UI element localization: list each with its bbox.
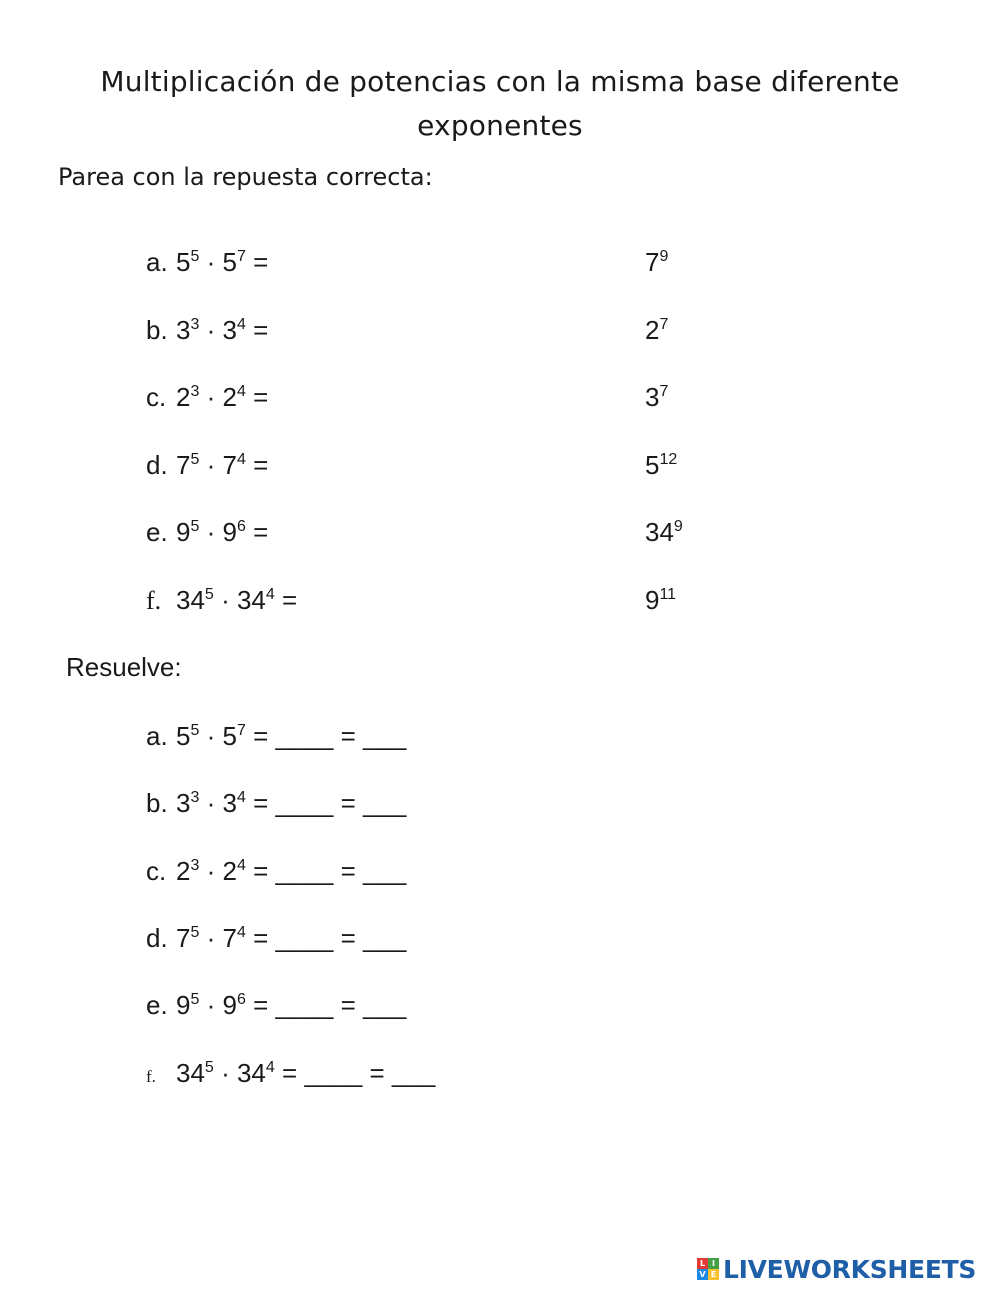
solve-row-c[interactable]: c. $2^3 \cdot 2^4$ = ____ = ___ <box>146 856 407 886</box>
match-row-e: e. $9^5 \cdot 9^6$ = <box>146 517 269 547</box>
answer-option[interactable]: $3^7$ <box>645 382 669 412</box>
row-label: e. <box>146 517 168 547</box>
instruction-text: Parea con la repuesta correcta: <box>58 163 433 191</box>
answer-option[interactable]: $7^9$ <box>645 247 669 277</box>
row-label: d. <box>146 450 168 480</box>
row-label: d. <box>146 923 168 953</box>
solve-row-d[interactable]: d. $7^5 \cdot 7^4$ = ____ = ___ <box>146 923 407 953</box>
row-label: a. <box>146 247 168 277</box>
solve-row-e[interactable]: e. $9^5 \cdot 9^6$ = ____ = ___ <box>146 990 407 1020</box>
answer-option[interactable]: $2^7$ <box>645 315 669 345</box>
row-label: f. <box>146 1067 156 1086</box>
match-row-b: b. $3^3 \cdot 3^4$ = <box>146 315 269 345</box>
solve-row-f[interactable]: f. $34^5 \cdot 34^4$ = ____ = ___ <box>146 1057 435 1093</box>
logo-mark-icon: L I V E <box>697 1258 719 1280</box>
row-label: b. <box>146 315 168 345</box>
liveworksheets-logo <box>697 1254 976 1284</box>
resuelve-heading: Resuelve: <box>66 652 182 682</box>
row-label: a. <box>146 721 168 751</box>
answer-blanks[interactable]: = ____ = ___ <box>253 788 407 818</box>
title-line-1: Multiplicación de potencias con la misma base diferente <box>100 65 900 98</box>
row-label: c. <box>146 382 167 412</box>
answer-blanks[interactable]: = ____ = ___ <box>253 856 407 886</box>
row-label: b. <box>146 788 168 818</box>
answer-blanks[interactable]: = ____ = ___ <box>253 721 407 751</box>
answer-option[interactable]: $9^{11}$ <box>645 585 677 615</box>
answer-option[interactable]: $34^9$ <box>645 517 683 547</box>
answer-option[interactable]: $5^{12}$ <box>645 450 678 480</box>
match-row-d: d. $7^5 \cdot 7^4$ = <box>146 450 269 480</box>
solve-row-b[interactable]: b. $3^3 \cdot 3^4$ = ____ = ___ <box>146 788 407 818</box>
answer-blanks[interactable]: = ____ = ___ <box>282 1058 436 1088</box>
answer-blanks[interactable]: = ____ = ___ <box>253 990 407 1020</box>
page-title <box>100 60 900 148</box>
row-label: e. <box>146 990 168 1020</box>
match-row-c: c. $2^3 \cdot 2^4$ = <box>146 382 269 412</box>
match-row-a: a. $5^5 \cdot 5^7$ = <box>146 247 269 277</box>
title-line-2: exponentes <box>417 109 583 142</box>
row-label: f. <box>146 586 162 615</box>
solve-row-a[interactable]: a. $5^5 \cdot 5^7$ = ____ = ___ <box>146 721 407 751</box>
match-row-f: f. $34^5 \cdot 34^4$ = <box>146 585 298 615</box>
row-label: c. <box>146 856 167 886</box>
logo-text: LIVEWORKSHEETS <box>723 1254 977 1284</box>
answer-blanks[interactable]: = ____ = ___ <box>253 923 407 953</box>
